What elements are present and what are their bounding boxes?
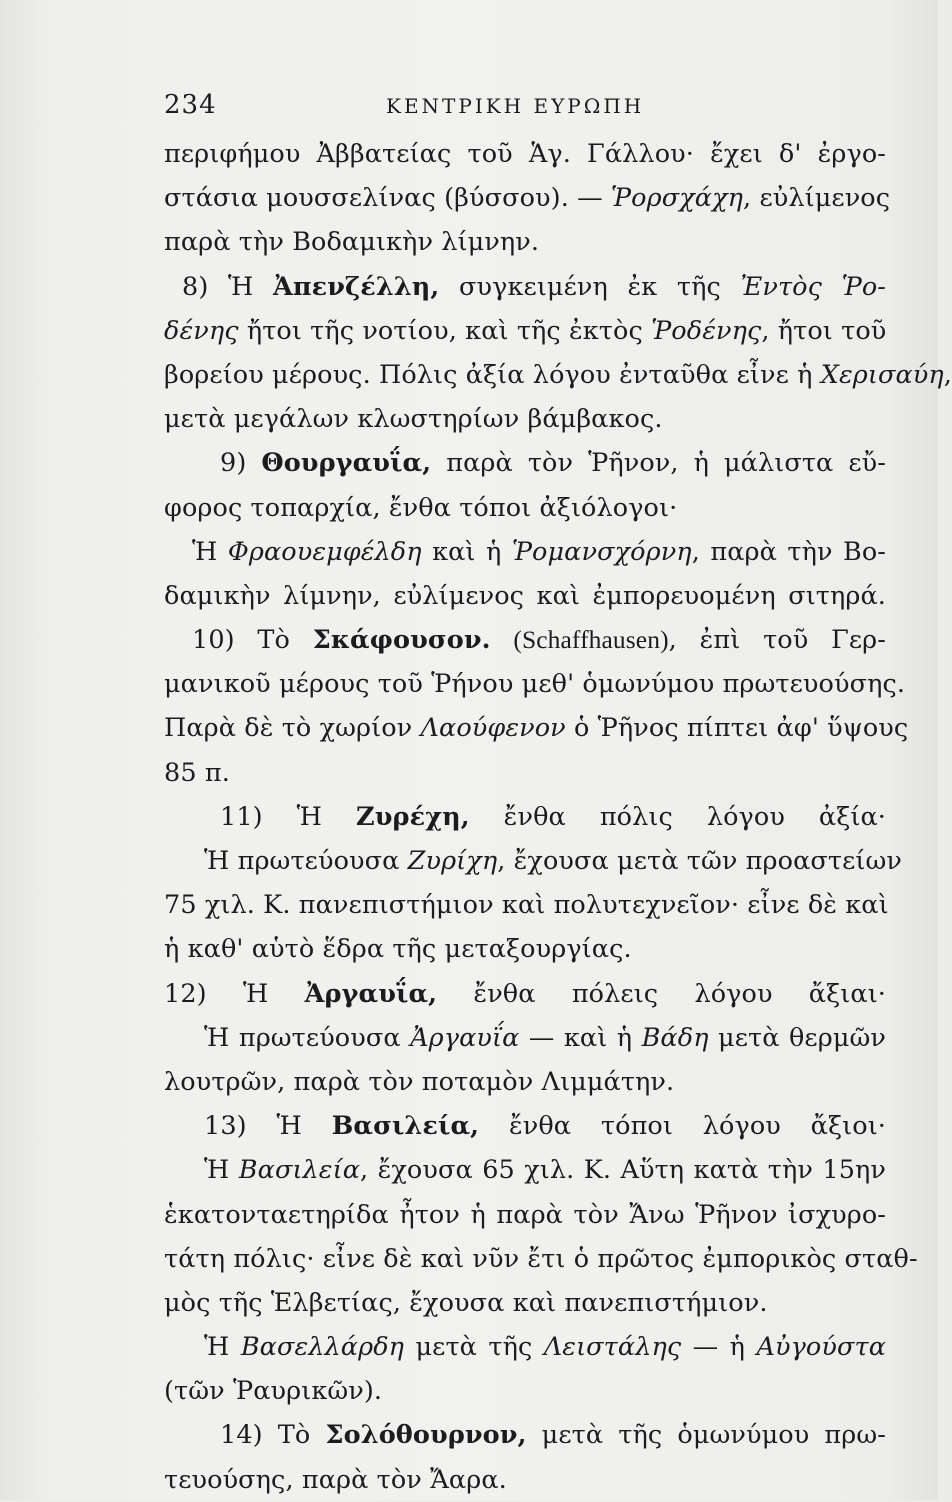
text-line <box>164 486 886 530</box>
text-run: στάσια μουσσελίνας (βύσσου). — <box>164 183 611 214</box>
section-heading: Ἀργαυΐα, <box>304 978 438 1009</box>
text-run: (Schaffhausen) <box>513 625 669 655</box>
text-run: μετὰ θερμῶν <box>708 1022 886 1053</box>
text-line <box>164 927 886 971</box>
text-run: , ἔχουσα μετὰ τῶν προαστείων <box>497 846 903 876</box>
place-name: Φραουεμφέλδη <box>227 536 422 567</box>
place-name: δένης <box>164 315 239 346</box>
text-line <box>164 397 886 441</box>
place-name: Λειστάλης <box>543 1332 682 1363</box>
text-run: ὁ Ῥῆνος πίπτει ἀφ' ὕψους <box>565 713 909 744</box>
text-run: 13) Ἡ <box>204 1111 332 1142</box>
section-heading: Ζυρέχη, <box>356 801 470 832</box>
text-line <box>164 530 886 574</box>
text-line <box>164 353 952 397</box>
text-line <box>164 1104 886 1148</box>
text-line <box>164 618 886 662</box>
text-run: 75 χιλ. Κ. πανεπιστήμιον καὶ πολυτεχνεῖον· εἶνε δὲ καὶ <box>164 890 889 921</box>
text-run: καὶ ἡ <box>421 536 512 567</box>
text-run: 10) Τὸ <box>192 625 313 656</box>
text-run: δαμικὴν λίμνην, εὐλίμενος καὶ ἐμπορευομένη σιτηρά. <box>164 580 886 611</box>
text-run <box>491 625 514 655</box>
text-run: , ἔχουσα 65 χιλ. Κ. Αὕτη κατὰ τὴν 15ην <box>360 1155 886 1186</box>
text-run: τάτη πόλις· εἶνε δὲ καὶ νῦν ἔτι ὁ πρῶτος ἐμπορικὸς σταθ- <box>164 1243 918 1274</box>
text-run: 12) Ἡ <box>164 978 305 1009</box>
place-name: Ῥομανσχόρνη <box>511 536 692 567</box>
text-run: περιφήμου Ἀββατείας τοῦ Ἁγ. Γάλλου· ἔχει δ' ἐργο- <box>164 139 886 169</box>
text-run: μετὰ τῆς ὁμωνύμου πρω- <box>526 1420 886 1451</box>
text-line <box>164 1325 886 1369</box>
place-name: Ῥορσχάχη <box>610 183 744 214</box>
place-name: Χερισαύη <box>820 359 944 390</box>
text-run: ἤτοι τῆς νοτίου, καὶ τῆς ἐκτὸς <box>238 315 652 346</box>
place-name: Ἐντὸς Ῥο- <box>740 271 886 302</box>
text-run: 85 π. <box>164 757 230 788</box>
text-run: Παρὰ δὲ τὸ χωρίον <box>164 713 421 744</box>
text-line <box>164 309 886 353</box>
text-line <box>164 1016 886 1060</box>
text-run: λουτρῶν, παρὰ τὸν ποταμὸν Λιμμάτην. <box>164 1066 675 1097</box>
place-name: Βάδη <box>641 1022 709 1053</box>
text-run: 14) Τὸ <box>220 1420 326 1451</box>
place-name: Ἀργαυΐα <box>410 1022 520 1053</box>
place-name: Αὐγούστα <box>756 1332 887 1363</box>
place-name: Ζυρίχη <box>407 846 498 876</box>
text-run: , <box>943 359 952 390</box>
text-line <box>164 1458 886 1502</box>
page-number: 234 <box>164 90 217 120</box>
text-run: Ἡ πρωτεύουσα <box>204 846 408 876</box>
text-run: μανικοῦ μέρους τοῦ Ῥήνου μεθ' ὁμωνύμου πρωτευούσης. <box>164 669 906 700</box>
section-heading: Σκάφουσον. <box>312 625 491 656</box>
text-line <box>164 1413 886 1457</box>
text-run: 9) <box>220 448 262 479</box>
text-line <box>164 1281 886 1325</box>
text-run: μετὰ μεγάλων κλωστηρίων βάμβακος. <box>164 404 663 435</box>
text-line <box>164 839 903 883</box>
text-line <box>164 706 909 750</box>
text-run: Ἡ <box>192 536 228 567</box>
section-heading: Ἀπενζέλλη, <box>272 271 440 302</box>
text-line <box>164 883 889 927</box>
text-run: , εὐλίμενος <box>743 183 891 214</box>
text-line <box>164 441 886 485</box>
text-run: Ἡ <box>204 1155 239 1186</box>
section-heading: Σολόθουρνον, <box>325 1420 527 1451</box>
section-heading: Βασιλεία, <box>331 1111 480 1142</box>
text-run: , ἐπὶ τοῦ Γερ- <box>668 625 886 656</box>
text-line <box>164 265 886 309</box>
page-header <box>164 90 884 130</box>
text-run: φορος τοπαρχία, ἔνθα τόποι ἀξιόλογοι· <box>164 492 678 523</box>
text-run: παρὰ τὸν Ῥῆνον, ἡ μάλιστα εὔ- <box>431 448 886 479</box>
text-line <box>164 1060 886 1104</box>
running-head: ΚΕΝΤΡΙΚΗ ΕΥΡΩΠΗ <box>386 94 645 118</box>
text-line <box>164 795 886 839</box>
place-name: Λαούφενον <box>420 713 566 744</box>
text-line <box>164 1369 886 1413</box>
text-run: βορείου μέρους. Πόλις ἀξία λόγου ἐνταῦθα εἶνε ἡ <box>164 359 821 390</box>
place-name: Βασιλεία <box>238 1155 361 1186</box>
section-heading: Θουργαυΐα, <box>261 448 432 479</box>
text-line <box>164 220 886 264</box>
text-run: — ἡ <box>681 1332 757 1363</box>
text-line <box>164 574 886 618</box>
text-line <box>164 1193 886 1237</box>
text-line <box>164 132 886 176</box>
text-run: ἔνθα πόλις λόγου ἀξία· <box>469 801 887 832</box>
text-run: ἡ καθ' αὑτὸ ἕδρα τῆς μεταξουργίας. <box>164 934 632 965</box>
text-run: Ἡ <box>204 1332 241 1363</box>
text-line <box>164 1237 918 1281</box>
text-run: συγκειμένη ἐκ τῆς <box>439 271 741 302</box>
text-line <box>164 662 906 706</box>
text-run: , παρὰ τὴν Βο- <box>691 536 887 567</box>
text-run: ἔνθα τόποι λόγου ἄξιοι· <box>479 1111 886 1142</box>
text-run: 11) Ἡ <box>220 801 357 832</box>
text-run: (τῶν Ῥαυρικῶν). <box>164 1376 383 1407</box>
text-run: ἔνθα πόλεις λόγου ἄξιαι· <box>437 978 886 1009</box>
text-run: τευούσης, παρὰ τὸν Ἄαρα. <box>164 1464 507 1495</box>
text-run: , ἤτοι τοῦ <box>761 315 887 346</box>
text-line <box>164 1148 886 1192</box>
text-line <box>164 972 886 1016</box>
text-line <box>164 751 886 795</box>
text-run: παρὰ τὴν Βοδαμικὴν λίμνην. <box>164 227 540 258</box>
place-name: Ῥοδένης <box>651 315 762 346</box>
text-line <box>164 176 891 220</box>
place-name: Βασελλάρδη <box>240 1332 405 1363</box>
text-run: — καὶ ἡ <box>519 1022 642 1053</box>
text-run: Ἡ πρωτεύουσα <box>204 1022 411 1053</box>
text-run: μὸς τῆς Ἑλβετίας, ἔχουσα καὶ πανεπιστήμιον. <box>164 1287 768 1318</box>
body-text <box>164 132 952 1502</box>
text-run: 8) Ἡ <box>182 271 273 302</box>
text-run: μετὰ τῆς <box>404 1332 544 1363</box>
text-run: ἑκατονταετηρίδα ἦτον ἡ παρὰ τὸν Ἄνω Ῥῆνον ἰσχυρο- <box>164 1199 886 1230</box>
